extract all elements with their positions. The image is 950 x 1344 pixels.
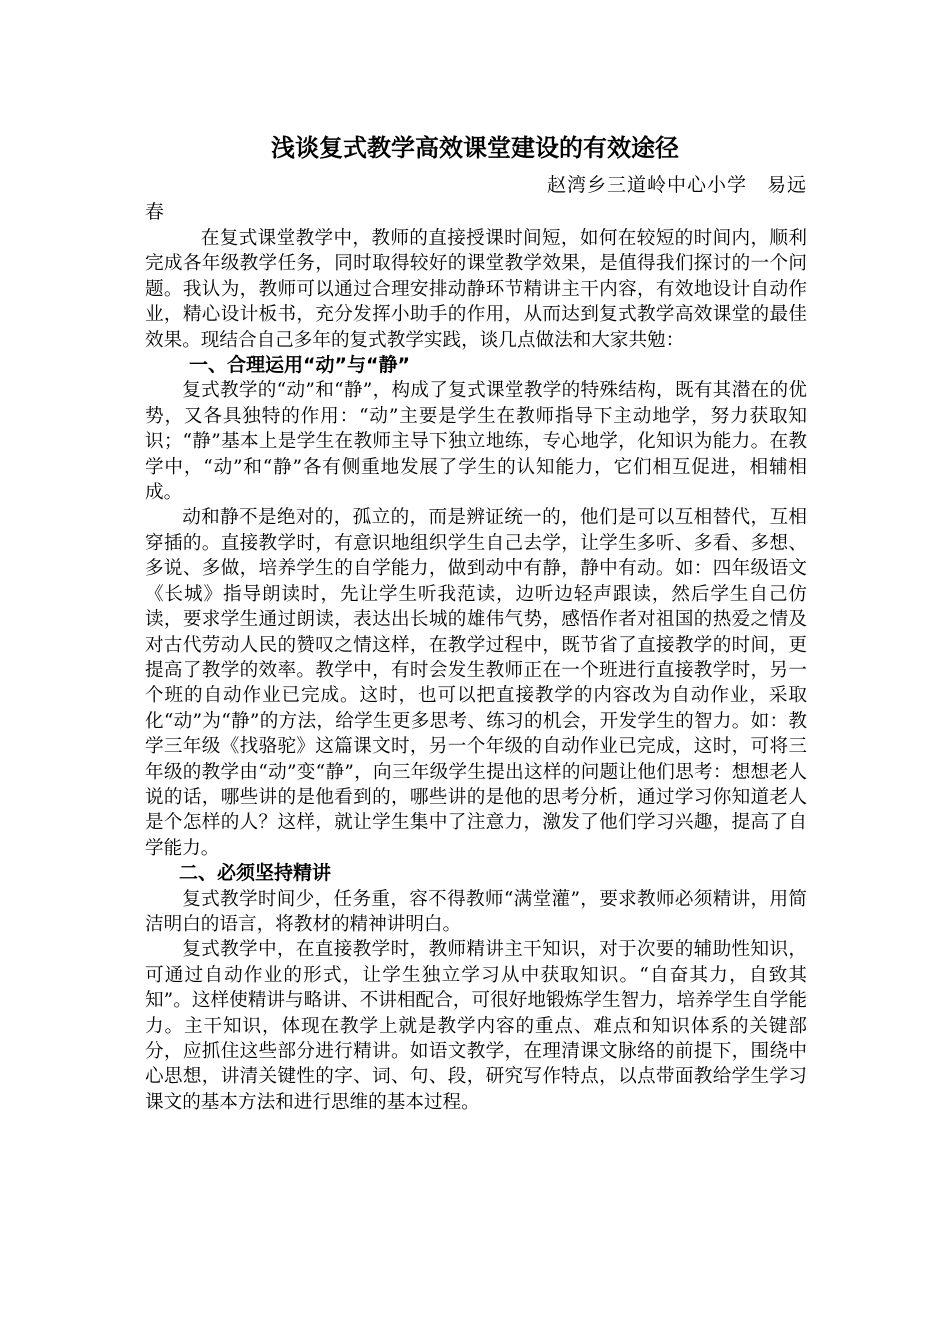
- section2-paragraph-1: 复式教学时间少，任务重，容不得教师“满堂灌”，要求教师必须精讲，用简洁明白的语言，将教材的精神讲明白。: [145, 888, 807, 935]
- section-heading-1: 一、合理运用“动”与“静”: [189, 354, 410, 377]
- intro-paragraph: 在复式课堂教学中，教师的直接授课时间短，如何在较短的时间内，顺利完成各年级教学任务，同时取得较好的课堂教学效果，是值得我们探讨的一个问题。我认为，教师可以通过合理安排动静环节精讲主干内容，有效地设计自动作业，精心设计板书，充分发挥小助手的作用，从而达到复式教学高效课堂的最佳效果。现结合自己多年的复式教学实践，谈几点做法和大家共勉：: [145, 228, 807, 351]
- document-title: 浅谈复式教学高效课堂建设的有效途径: [271, 134, 679, 162]
- author-line: [145, 172, 807, 226]
- author-school-name: 赵湾乡三道岭中心小学 易远: [546, 174, 807, 196]
- section-heading-2: 二、必须坚持精讲: [179, 862, 332, 885]
- section1-paragraph-2: 动和静不是绝对的，孤立的，而是辨证统一的，他们是可以互相替代，互相穿插的。直接教学时，有意识地组织学生自己去学，让学生多听、多看、多想、多说、多做，培养学生的自学能力，做到动中有静，静中有动。如：四年级语文《长城》指导朗读时，先让学生听我范读，边听边轻声跟读，然后学生自己仿读，要求学生通过朗读，表达出长城的雄伟气势，感悟作者对祖国的热爱之情及对古代劳动人民的赞叹之情这样，在教学过程中，既节省了直接教学的时间，更提高了教学的效率。教学中，有时会发生教师正在一个班进行直接教学时，另一个班的自动作业已完成。这时，也可以把直接教学的内容改为自动作业，采取化“动”为“静”的方法，给学生更多思考、练习的机会，开发学生的智力。如：教学三年级《找骆驼》这篇课文时，另一个年级的自动作业已完成，这时，可将三年级的教学由“动”变“静”，向三年级学生提出这样的问题让他们思考：想想老人说的话，哪些讲的是他看到的，哪些讲的是他的思考分析，通过学习你知道老人是个怎样的人？这样，就让学生集中了注意力，激发了他们学习兴趣，提高了自学能力。: [145, 507, 807, 859]
- section2-paragraph-2: 复式教学中，在直接教学时，教师精讲主干知识，对于次要的辅助性知识，可通过自动作业的形式，让学生独立学习从中获取知识。“自奋其力，自致其知”。这样使精讲与略讲、不讲相配合，可很好地锻炼学生智力，培养学生自学能力。主干知识，体现在教学上就是教学内容的重点、难点和知识体系的关键部分，应抓住这些部分进行精讲。如语文教学，在理清课文脉络的前提下，围绕中心思想，讲清关键性的字、词、句、段，研究写作特点，以点带面教给学生学习课文的基本方法和进行思维的基本过程。: [145, 939, 807, 1113]
- section1-paragraph-1: 复式教学的“动”和“静”，构成了复式课堂教学的特殊结构，既有其潜在的优势，又各具独特的作用：“动”主要是学生在教师指导下主动地学，努力获取知识；“静”基本上是学生在教师主导下独立地练，专心地学，化知识为能力。在教学中，“动”和“静”各有侧重地发展了学生的认知能力，它们相互促进，相辅相成。: [145, 380, 807, 504]
- author-name-continuation: 春: [145, 201, 166, 223]
- document-body: [145, 226, 807, 1115]
